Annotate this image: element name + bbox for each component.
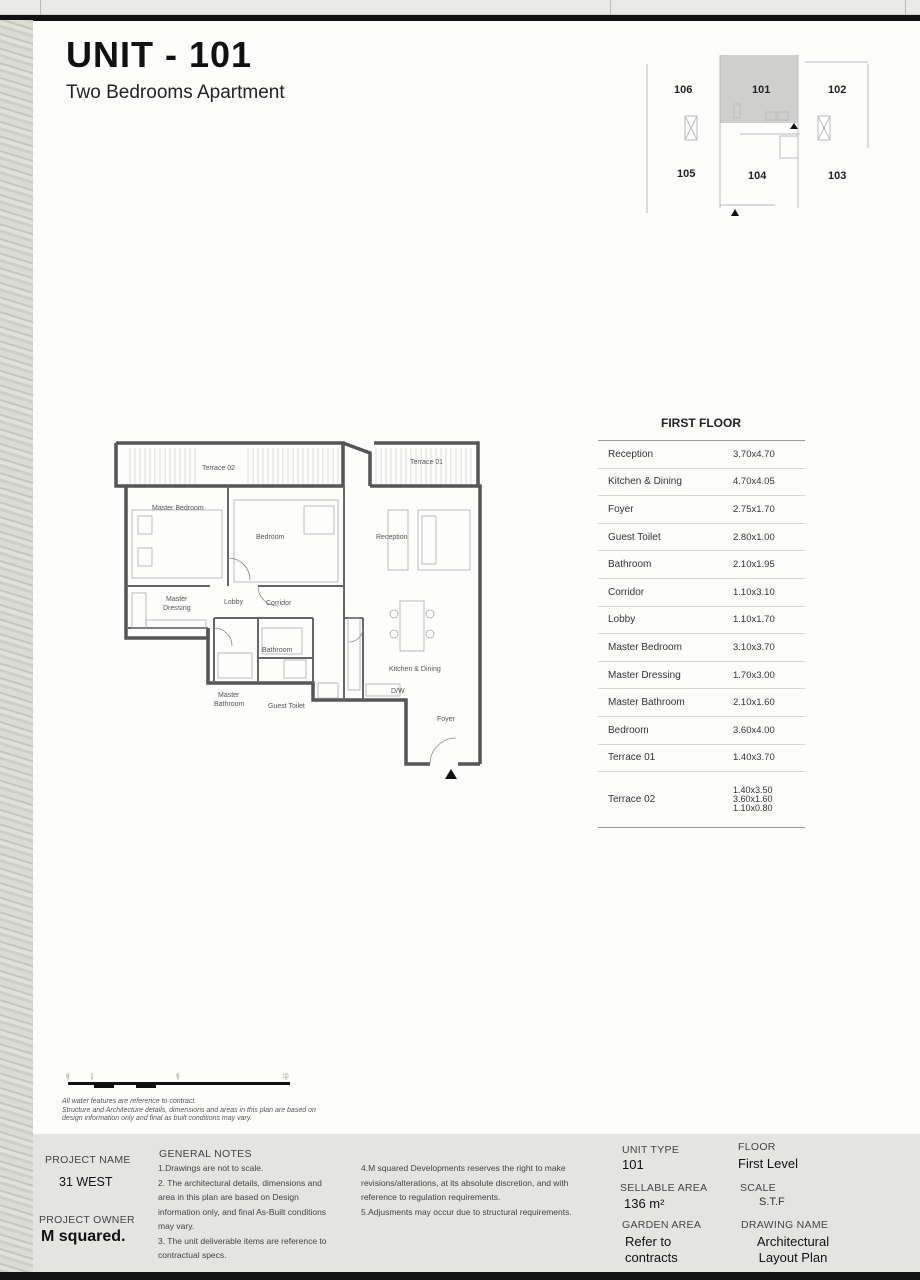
scale-value: S.T.F <box>759 1196 785 1208</box>
room-foyer: Foyer <box>437 716 455 723</box>
schedule-row <box>598 469 805 497</box>
room-dim: 3.60x4.00 <box>733 724 775 736</box>
drawing-name-line: Layout Plan <box>758 1250 828 1265</box>
note-line: revisions/alterations, at its absolute discretion, and with <box>361 1177 569 1188</box>
schedule-row-terrace-02 <box>598 772 805 828</box>
room-kitchen-dining: Kitchen & Dining <box>389 666 441 673</box>
room-dim: 1.10x3.10 <box>733 586 775 598</box>
notes-column-1 <box>158 1161 358 1263</box>
room-master-dressing-1: Master <box>166 596 188 603</box>
room-terrace-01: Terrace 01 <box>410 459 444 466</box>
room-dim: 2.10x1.60 <box>733 697 775 709</box>
floor-plan <box>108 438 488 783</box>
entrance-arrow <box>445 769 457 779</box>
drawing-name-line: Architectural <box>756 1234 830 1249</box>
room-terrace-02: Terrace 02 <box>202 465 236 472</box>
note-line: 4.M squared Developments reserves the right to make <box>361 1163 566 1173</box>
schedule-row <box>598 551 805 579</box>
note-line: 2. The architectural details, dimensions and <box>158 1177 322 1188</box>
room-master-bathroom-2: Bathroom <box>214 701 245 708</box>
room-name: Foyer <box>608 503 634 515</box>
schedule-row <box>598 745 805 773</box>
room-dim: 2.80x1.00 <box>733 531 775 543</box>
room-dim: 3.70x4.70 <box>733 448 775 460</box>
room-name: Master Bathroom <box>608 697 685 709</box>
room-dim: 1.70x3.00 <box>733 669 775 681</box>
schedule-title: FIRST FLOOR <box>661 416 741 430</box>
scale-label-0: 0 <box>66 1074 70 1080</box>
sellable-area: 136 m² <box>624 1196 665 1211</box>
floor-label: FLOOR <box>738 1141 776 1153</box>
schedule-row <box>598 524 805 552</box>
room-name: Master Bedroom <box>608 641 682 653</box>
room-name: Guest Toilet <box>608 531 661 543</box>
note-line: 3. The unit deliverable items are reference to <box>158 1235 327 1246</box>
floor: First Level <box>738 1156 798 1171</box>
disclaimer-line: All water features are reference to contract. <box>62 1098 197 1105</box>
key-plan <box>640 48 880 228</box>
room-name: Corridor <box>608 586 645 598</box>
disclaimer-line: Structure and Architecture details, dimensions and areas in this plan are based on <box>62 1106 316 1114</box>
room-master-bedroom: Master Bedroom <box>152 505 204 512</box>
room-name: Terrace 01 <box>608 752 656 764</box>
schedule-row <box>598 662 805 690</box>
room-dw: D/W <box>391 688 405 695</box>
drawing-name <box>745 1234 841 1266</box>
note-line: reference to regulation requirements. <box>361 1192 501 1202</box>
unit-type: 101 <box>622 1157 644 1172</box>
room-master-bathroom-1: Master <box>218 692 240 699</box>
note-line: area in this plan are based on Design <box>158 1192 299 1202</box>
dim-line: 3.60x1.60 <box>733 794 773 805</box>
room-dim: 4.70x4.05 <box>733 476 775 488</box>
sellable-area-label: SELLABLE AREA <box>620 1182 708 1194</box>
floor-plan-drawing <box>108 438 488 783</box>
keyplan-label-105: 105 <box>677 168 696 180</box>
schedule-row <box>598 607 805 635</box>
room-name: Bedroom <box>608 724 649 736</box>
scale-label-5: 5 <box>176 1074 180 1080</box>
room-name: Lobby <box>608 614 636 626</box>
garden-area <box>625 1234 678 1266</box>
key-plan-drawing <box>640 48 880 228</box>
unit-subtitle: Two Bedrooms Apartment <box>66 82 285 103</box>
scale-label-1: 1 <box>90 1074 94 1080</box>
project-name-label: PROJECT NAME <box>45 1154 131 1166</box>
keyplan-label-106: 106 <box>674 84 693 96</box>
note-line: 1.Drawings are not to scale. <box>158 1163 264 1173</box>
room-dim: 2.75x1.70 <box>733 503 775 515</box>
disclaimer-line: design information only and final as built conditions may vary. <box>62 1115 252 1122</box>
scale-label-10: 10 <box>282 1074 289 1080</box>
room-master-dressing-2: Dressing <box>163 605 191 612</box>
keyplan-label-101: 101 <box>752 84 771 96</box>
project-owner-label: PROJECT OWNER <box>39 1214 135 1226</box>
unit-type-label: UNIT TYPE <box>622 1144 680 1156</box>
note-line: 5.Adjusments may occur due to structural requirements. <box>361 1206 572 1217</box>
general-notes-label: GENERAL NOTES <box>159 1148 252 1160</box>
note-line: may vary. <box>158 1221 195 1231</box>
room-dims <box>733 786 795 813</box>
garden-area-line: contracts <box>625 1250 678 1265</box>
room-bedroom: Bedroom <box>256 534 285 541</box>
dim-line: 1.40x3.50 <box>733 785 773 796</box>
schedule-row <box>598 441 805 469</box>
stone-texture <box>0 20 33 1272</box>
scale-bar <box>64 1070 294 1092</box>
keyplan-label-103: 103 <box>828 170 847 182</box>
schedule-row <box>598 496 805 524</box>
project-owner: M squared. <box>41 1228 126 1245</box>
room-lobby: Lobby <box>224 599 244 606</box>
unit-title: UNIT - 101 <box>66 34 253 75</box>
room-name: Master Dressing <box>608 669 681 681</box>
keyplan-label-102: 102 <box>828 84 847 96</box>
room-name: Terrace 02 <box>608 794 656 806</box>
top-strip <box>0 0 920 15</box>
room-name: Bathroom <box>608 559 652 571</box>
room-dim: 2.10x1.95 <box>733 559 775 571</box>
notes-column-2 <box>361 1161 609 1219</box>
room-bathroom: Bathroom <box>262 647 293 654</box>
disclaimer <box>62 1098 382 1124</box>
drawing-name-label: DRAWING NAME <box>741 1219 829 1231</box>
note-line: contractual specs. <box>158 1250 227 1260</box>
room-name: Reception <box>608 448 654 460</box>
room-dim: 3.10x3.70 <box>733 641 775 653</box>
schedule-row <box>598 634 805 662</box>
room-dim: 1.40x3.70 <box>733 752 775 764</box>
title-block <box>33 1134 920 1272</box>
garden-area-label: GARDEN AREA <box>622 1219 702 1231</box>
schedule-row <box>598 717 805 745</box>
dim-line: 1.10x0.80 <box>733 803 773 814</box>
room-schedule <box>598 440 805 828</box>
room-name: Kitchen & Dining <box>608 476 682 488</box>
room-reception: Reception <box>376 534 408 541</box>
garden-area-line: Refer to <box>625 1234 672 1249</box>
note-line: information only, and final As-Built conditions <box>158 1206 327 1217</box>
bottom-bar <box>0 1272 920 1280</box>
project-name: 31 WEST <box>59 1175 113 1189</box>
scale-label: SCALE <box>740 1182 776 1194</box>
room-dim: 1.10x1.70 <box>733 614 775 626</box>
room-guest-toilet: Guest Toilet <box>268 703 305 710</box>
keyplan-label-104: 104 <box>748 170 767 182</box>
schedule-row <box>598 579 805 607</box>
schedule-row <box>598 689 805 717</box>
room-corridor: Corridor <box>266 600 292 607</box>
